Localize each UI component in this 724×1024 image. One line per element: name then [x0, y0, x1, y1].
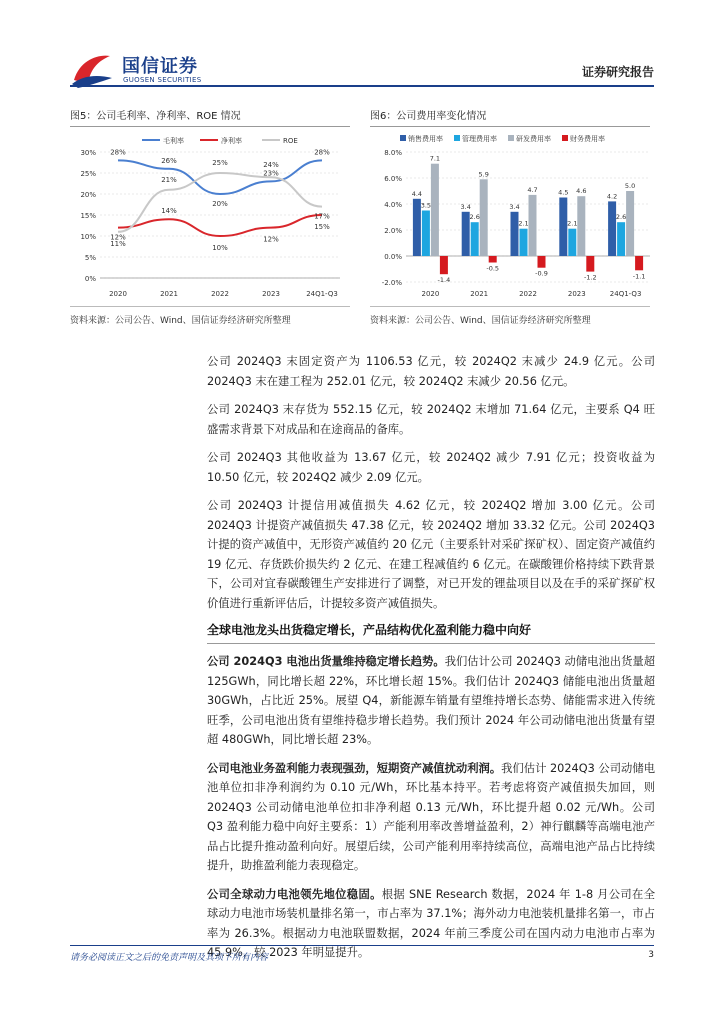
fig5-bottom-rule — [70, 306, 350, 307]
y-tick-label: 5% — [84, 254, 96, 262]
bar — [626, 191, 634, 256]
legend-label: 研发费用率 — [516, 135, 551, 143]
y-tick-label: 10% — [80, 233, 96, 241]
logo-mark-icon — [70, 50, 114, 90]
data-label: -0.5 — [486, 264, 500, 273]
section-divider — [207, 643, 655, 644]
x-tick-label: 2023 — [567, 290, 586, 298]
fig6-bottom-rule — [370, 306, 650, 307]
section-title: 全球电池龙头出货稳定增长，产品结构优化盈利能力稳中向好 — [207, 623, 532, 637]
data-label: 4.6 — [576, 187, 587, 196]
bar — [440, 256, 448, 274]
paragraph-inventory: 公司 2024Q3 末存货为 552.15 亿元，较 2024Q2 末增加 71.64 亿元，主要系 Q4 旺盛需求背景下对成品和在途商品的备库。 — [207, 403, 655, 436]
logo-en-text: GUOSEN SECURITIES — [123, 76, 202, 84]
bar — [489, 256, 497, 263]
x-tick-label: 2022 — [211, 290, 229, 298]
bar — [586, 256, 594, 272]
y-tick-label: 0.0% — [384, 253, 402, 261]
y-tick-label: 6.0% — [384, 175, 402, 183]
item-text: 我们估计 2024Q3 公司动储电池单位扣非净利润约为 0.10 元/Wh，环比基本持平。若考虑将资产减值损失加回，则 2024Q3 公司动储电池单位扣非净利超 0.13 元/Wh，环比提升超 0.02 元/Wh。公司 Q3 盈利能力稳中向好主要系：1）产能利用率改善增益盈利，2）神行麒麟等高端电池产品占比提升推动盈利向好。展望后续，公司产能利用率持续高位，高端电池产品占比持续提升，助推盈利能力表现稳定。 — [207, 761, 655, 872]
x-tick-label: 2021 — [160, 290, 178, 298]
paragraph-impairment: 公司 2024Q3 计提信用减值损失 4.62 亿元，较 2024Q2 增加 3.00 亿元。公司 2024Q3 计提资产减值损失 47.38 亿元，较 2024Q2 增加 33.32 亿元。公司 2024Q3 计提的资产减值中，无形资产减值约 20 亿元（主要系针对采矿探矿权）、固定资产减值约 19 亿元、存货跌价损失约 2 亿元、在建工程减值约 6 亿元。在碳酸锂价格持续下跌背景下，公司对宜春碳酸锂生产安排进行了调整，对已开发的锂盐项目以及在手的采矿探矿权价值进行重新评估后，计提较多资产减值损失。 — [207, 499, 655, 610]
bar — [577, 196, 585, 256]
fig5-source: 资料来源：公司公告、Wind、国信证券经济研究所整理 — [70, 316, 291, 326]
data-label: 20% — [212, 200, 228, 208]
x-tick-label: 2021 — [470, 290, 489, 298]
y-tick-label: 2.0% — [384, 227, 402, 235]
logo-cn-text: 国信证券 — [122, 56, 198, 77]
item-lead: 公司电池业务盈利能力表现强劲，短期资产减值扰动利润。 — [207, 761, 502, 775]
data-label: 14% — [161, 207, 177, 216]
legend-swatch — [562, 135, 568, 141]
bar — [538, 256, 546, 268]
data-label: 4.7 — [527, 185, 538, 194]
fig5-title: 图5：公司毛利率、净利率、ROE 情况 — [70, 111, 241, 122]
bar — [431, 164, 439, 256]
legend-label: 财务费用率 — [570, 135, 605, 143]
y-tick-label: -2.0% — [381, 279, 402, 287]
bar — [480, 179, 488, 256]
footer-disclaimer: 请务必阅读正文之后的免责声明及其项下所有内容 — [70, 953, 269, 963]
data-label: 2.1 — [567, 219, 578, 228]
data-label: 12% — [110, 233, 126, 242]
data-label: 25% — [212, 159, 228, 167]
data-label: 17% — [314, 212, 330, 221]
bar — [617, 222, 625, 256]
paragraph-fixed-assets: 公司 2024Q3 末固定资产为 1106.53 亿元，较 2024Q2 末减少 24.9 亿元。公司 2024Q3 末在建工程为 252.01 亿元，较 2024Q2 末减少 20.56 亿元。 — [207, 355, 655, 388]
data-label: 21% — [161, 175, 177, 184]
section-body — [207, 652, 655, 972]
bar — [608, 201, 616, 256]
data-label: 4.4 — [411, 189, 423, 198]
y-tick-label: 8.0% — [384, 149, 402, 157]
bar — [413, 199, 421, 256]
data-label: 3.4 — [509, 202, 520, 211]
y-tick-label: 15% — [80, 212, 96, 220]
data-label: -1.1 — [632, 272, 646, 281]
data-label: 3.5 — [420, 201, 432, 210]
data-label: 7.1 — [429, 154, 441, 163]
data-label: 10% — [212, 244, 228, 252]
bar — [471, 222, 479, 256]
data-label: 11% — [110, 239, 126, 248]
y-tick-label: 20% — [80, 191, 96, 199]
bar — [462, 212, 470, 256]
bar — [568, 229, 576, 256]
data-label: 5.0 — [624, 182, 636, 190]
footer-divider — [70, 945, 654, 946]
item-text: 我们估计公司 2024Q3 动储电池出货量超 125GWh，同比增长超 22%，环比增长超 15%。我们估计 2024Q3 储能电池出货量超 30GWh，占比近 25%。展望 Q4，新能源车销量有望维持增长态势、储能需求进入传统旺季，公司电池出货有望维持稳步增长趋势。我们预计 2024 年公司动储电池出货量有望超 480GWh，同比增长超 23%。 — [207, 655, 655, 746]
data-label: 2.6 — [615, 213, 627, 222]
data-label: 2.6 — [469, 213, 480, 222]
y-tick-label: 4.0% — [384, 201, 402, 209]
body-paragraphs — [207, 352, 655, 622]
x-tick-label: 24Q1-Q3 — [609, 290, 642, 298]
legend-label: 管理费用率 — [462, 135, 497, 143]
page-number: 3 — [648, 950, 654, 960]
data-label: 26% — [161, 156, 177, 165]
x-tick-label: 2022 — [519, 290, 537, 298]
data-label: 4.5 — [558, 188, 569, 197]
bar — [520, 229, 528, 256]
x-tick-label: 24Q1-Q3 — [306, 290, 338, 298]
fig6-title: 图6：公司费用率变化情况 — [370, 111, 487, 122]
data-label: -0.9 — [535, 269, 548, 278]
section-item-profitability — [207, 759, 655, 876]
paragraph-other-income: 公司 2024Q3 其他收益为 13.67 亿元，较 2024Q2 减少 7.91 亿元；投资收益为 10.50 亿元，较 2024Q2 减少 2.09 亿元。 — [207, 451, 655, 484]
legend-label: 销售费用率 — [408, 135, 443, 143]
data-label: 24% — [263, 161, 279, 170]
legend-swatch — [508, 135, 514, 141]
fig6-top-rule — [370, 126, 650, 127]
bar — [529, 195, 537, 256]
series-line — [118, 215, 322, 236]
x-tick-label: 2023 — [262, 290, 280, 298]
bar — [511, 212, 519, 256]
legend-swatch — [400, 135, 406, 141]
legend-label: 净利率 — [221, 137, 242, 145]
x-tick-label: 2020 — [109, 290, 127, 298]
data-label: 4.2 — [606, 192, 618, 201]
data-label: 3.4 — [460, 202, 471, 211]
section-item-market-share — [207, 885, 655, 963]
data-label: -1.2 — [583, 273, 597, 282]
fig5-top-rule — [70, 126, 350, 127]
item-lead: 公司全球动力电池领先地位稳固。 — [207, 887, 382, 901]
fig5-line-chart — [70, 128, 350, 304]
item-lead: 公司 2024Q3 电池出货量维持稳定增长趋势。 — [207, 655, 445, 668]
data-label: 28% — [110, 148, 126, 157]
bar — [559, 198, 567, 257]
section-item-shipments — [207, 652, 655, 750]
report-type: 证券研究报告 — [581, 65, 654, 79]
y-tick-label: 25% — [80, 170, 96, 178]
item-text: 根据 SNE Research 数据，2024 年 1-8 月公司在全球动力电池市场装机量排名第一，市占率为 37.1%；海外动力电池装机量排名第一，市占率为 26.3%。根据动力电池联盟数据，2024 年前三季度公司在国内动力电池市占率为 45.9%，较 2023 年明显提升。 — [207, 887, 655, 959]
data-label: 2.1 — [518, 219, 529, 228]
data-label: 28% — [314, 148, 330, 157]
legend-swatch — [454, 135, 460, 141]
y-tick-label: 0% — [84, 275, 96, 283]
data-label: 23% — [263, 169, 279, 178]
bar — [635, 256, 643, 270]
bar — [422, 211, 430, 257]
x-tick-label: 2020 — [421, 290, 440, 298]
data-label: 15% — [314, 223, 330, 231]
legend-label: 毛利率 — [163, 137, 184, 145]
fig6-source: 资料来源：公司公告、Wind、国信证券经济研究所整理 — [370, 316, 591, 326]
header-divider — [70, 85, 654, 87]
data-label: -1.4 — [437, 276, 451, 285]
legend-label: ROE — [283, 137, 298, 145]
y-tick-label: 30% — [80, 149, 96, 157]
data-label: 5.9 — [478, 170, 489, 179]
page-header — [0, 0, 724, 95]
fig6-bar-chart — [370, 128, 654, 304]
data-label: 12% — [263, 235, 279, 244]
